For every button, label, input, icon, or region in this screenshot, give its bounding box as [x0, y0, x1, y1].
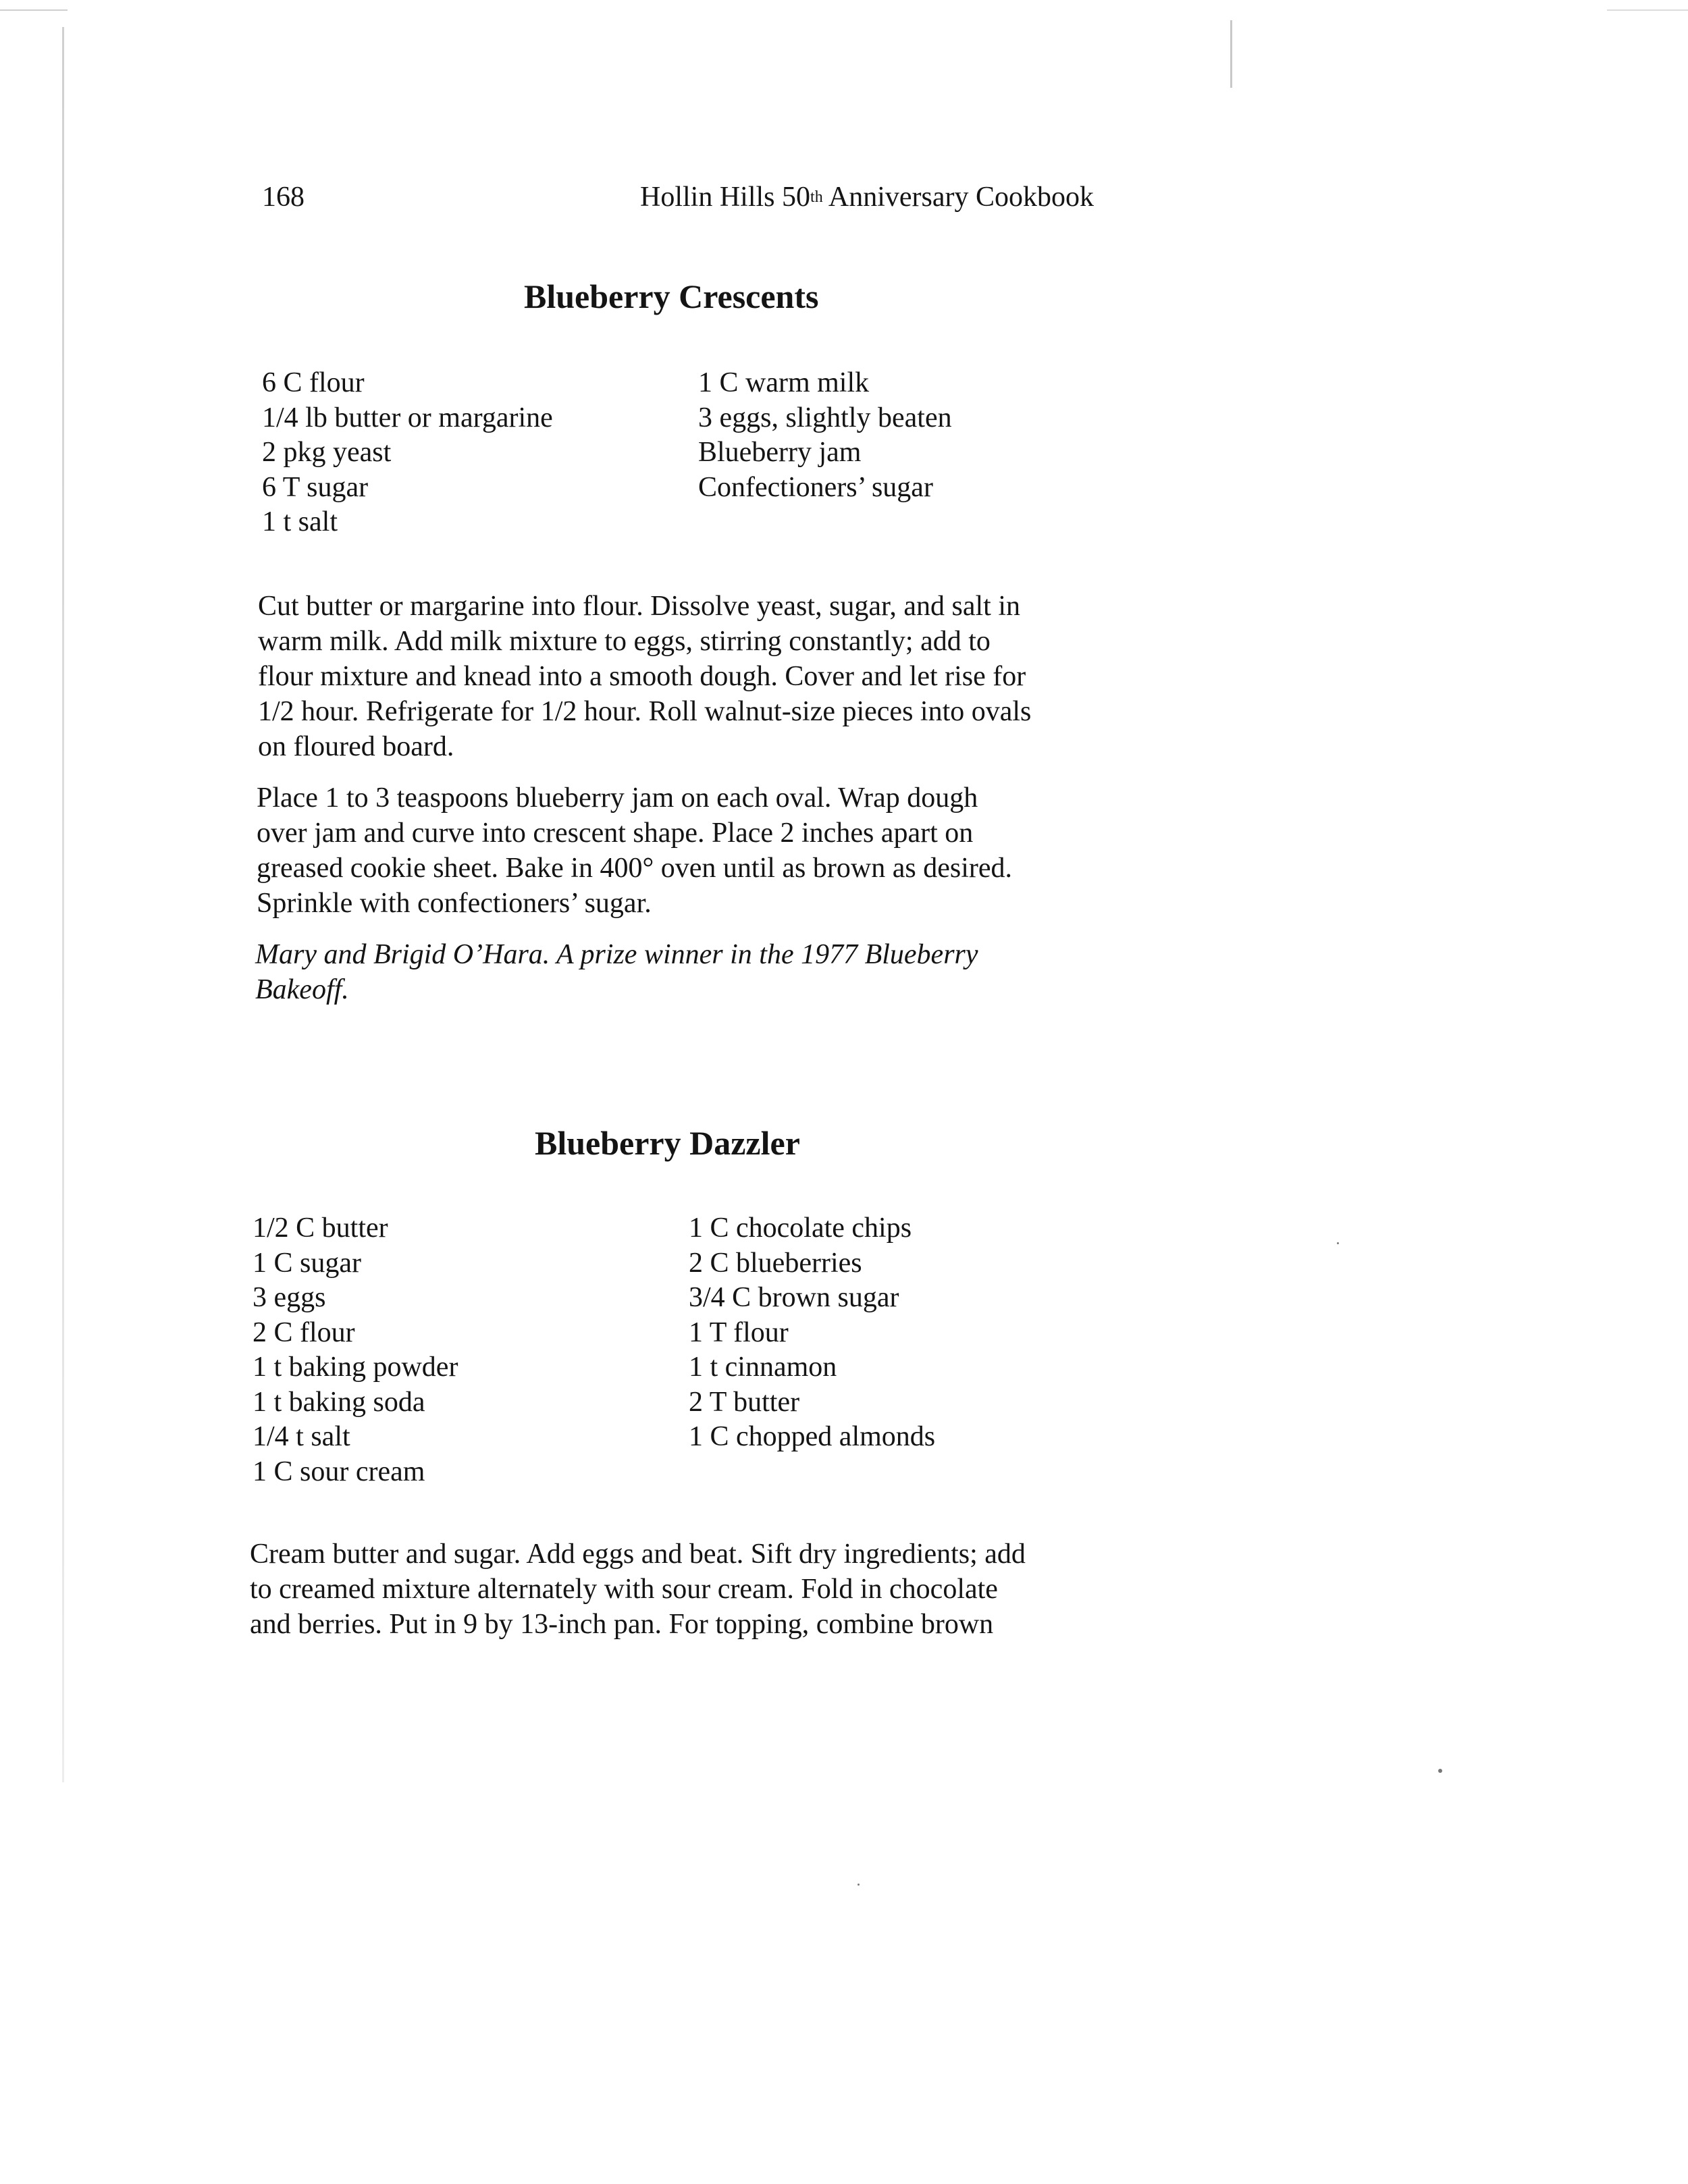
ingredient-item: 1 C sour cream	[253, 1456, 425, 1487]
text-line: to creamed mixture alternately with sour cream. Fold in chocolate	[250, 1574, 998, 1605]
ingredient-item: 1 C chopped almonds	[689, 1421, 936, 1452]
ingredient-item: 2 T butter	[689, 1386, 800, 1418]
ingredient-item: 6 T sugar	[262, 471, 369, 503]
ingredients-right-column	[689, 1211, 935, 1455]
ingredient-item: 1 C chocolate chips	[689, 1213, 912, 1244]
scan-edge-top-right	[1607, 9, 1688, 11]
ingredient-item: 1 t salt	[262, 506, 338, 537]
ingredient-item: 3/4 C brown sugar	[689, 1282, 899, 1313]
text-line: 1/2 hour. Refrigerate for 1/2 hour. Roll walnut-size pieces into ovals	[258, 696, 1032, 727]
text-line: Place 1 to 3 teaspoons blueberry jam on each oval. Wrap dough	[257, 782, 978, 814]
ingredient-item: Blueberry jam	[698, 437, 862, 468]
scan-speck	[1438, 1769, 1442, 1773]
text-line: and berries. Put in 9 by 13-inch pan. For topping, combine brown	[250, 1609, 994, 1640]
ingredient-item: 1 t baking powder	[253, 1352, 458, 1383]
instructions-paragraph	[250, 1537, 1026, 1642]
text-line: on floured board.	[258, 731, 454, 762]
scan-speck	[858, 1884, 860, 1886]
ingredient-item: 2 C blueberries	[689, 1247, 862, 1279]
text-line: Mary and Brigid O’Hara. A prize winner in the 1977 Blueberry	[255, 939, 978, 970]
ingredient-item: 1 T flour	[689, 1316, 789, 1348]
ingredients-right-column	[698, 366, 952, 505]
instructions-paragraph	[258, 589, 1031, 764]
instructions-paragraph	[257, 780, 1012, 921]
ingredient-item: 3 eggs	[253, 1282, 326, 1313]
text-line: warm milk. Add milk mixture to eggs, stirring constantly; add to	[258, 626, 991, 657]
ingredients-left-column	[262, 366, 553, 540]
scan-edge-right	[1230, 20, 1232, 88]
recipe-title: Blueberry Dazzler	[535, 1124, 800, 1162]
ingredient-item: 6 C flour	[262, 367, 365, 398]
scan-edge-top	[0, 9, 68, 11]
text-line: Cream butter and sugar. Add eggs and beat. Sift dry ingredients; add	[250, 1539, 1026, 1570]
text-line: Sprinkle with confectioners’ sugar.	[257, 888, 652, 919]
ingredient-item: 1 t cinnamon	[689, 1352, 837, 1383]
ingredient-item: 1/4 lb butter or margarine	[262, 402, 553, 433]
text-line: greased cookie sheet. Bake in 400° oven until as brown as desired.	[257, 853, 1012, 884]
ingredient-item: 1 t baking soda	[253, 1386, 425, 1418]
ingredient-item: 1 C sugar	[253, 1247, 361, 1279]
page-number: 168	[262, 182, 305, 213]
text-line: flour mixture and knead into a smooth dough. Cover and let rise for	[258, 661, 1026, 692]
ingredient-item: 2 C flour	[253, 1316, 355, 1348]
ingredient-item: 1/2 C butter	[253, 1213, 388, 1244]
running-title: Hollin Hills 50th Anniversary Cookbook	[640, 182, 1094, 213]
recipe-title: Blueberry Crescents	[524, 277, 819, 315]
recipe-credit	[255, 937, 978, 1007]
ingredient-item: Confectioners’ sugar	[698, 471, 933, 503]
ingredients-left-column	[253, 1211, 458, 1489]
ingredient-item: 3 eggs, slightly beaten	[698, 402, 952, 433]
text-line: Cut butter or margarine into flour. Dissolve yeast, sugar, and salt in	[258, 591, 1020, 622]
scan-edge-left	[62, 27, 64, 1782]
ingredient-item: 2 pkg yeast	[262, 437, 392, 468]
scan-speck	[1337, 1242, 1339, 1244]
ingredient-item: 1/4 t salt	[253, 1421, 350, 1452]
text-line: over jam and curve into crescent shape. Place 2 inches apart on	[257, 818, 974, 849]
text-line: Bakeoff.	[255, 974, 349, 1005]
ingredient-item: 1 C warm milk	[698, 367, 870, 398]
